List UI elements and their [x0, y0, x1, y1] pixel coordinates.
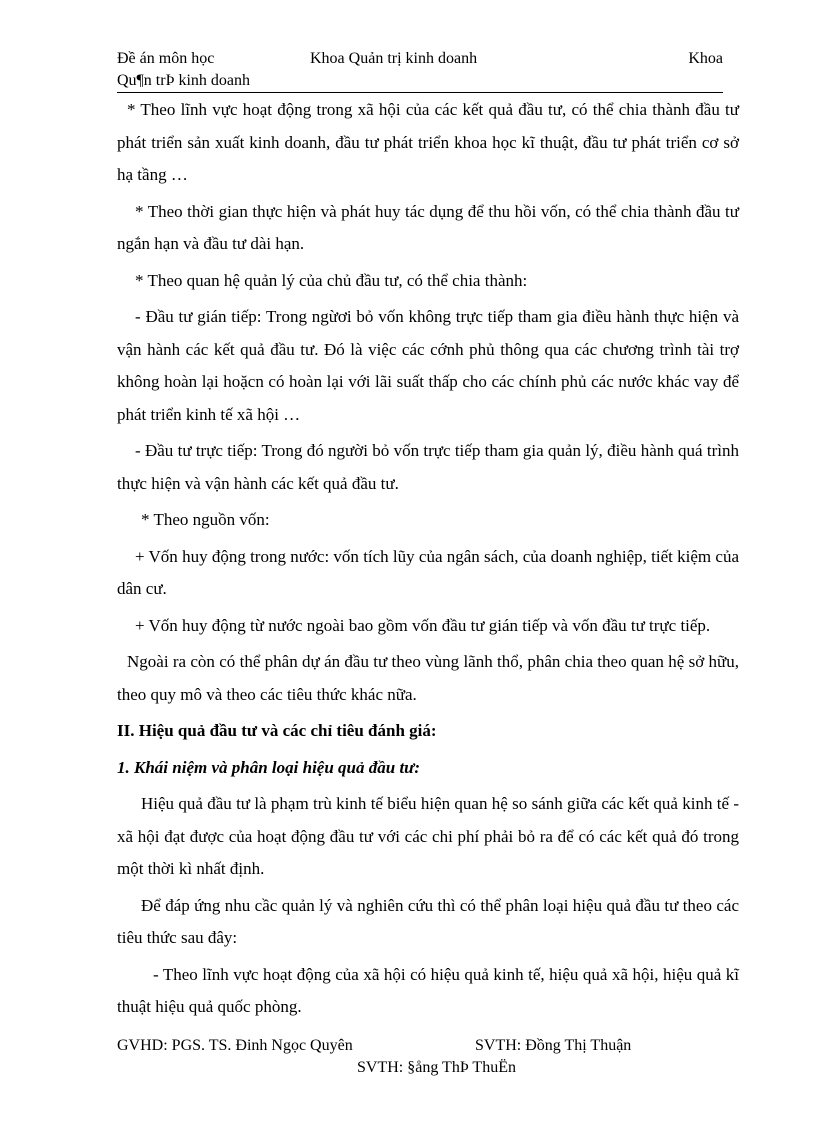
footer-row — [117, 1035, 677, 1057]
paragraph: - Đầu tư trực tiếp: Trong đó người bỏ vốn trực tiếp tham gia quản lý, điều hành quá trình thực hiện và vận hành các kết quả đầu tư. — [117, 441, 739, 493]
paragraph: + Vốn huy động trong nước: vốn tích lũy của ngân sách, của doanh nghiệp, tiết kiệm của dân cư. — [117, 546, 739, 598]
paragraph: * Theo thời gian thực hiện và phát huy tác dụng để thu hồi vốn, có thể chia thành đầu tư ngắn hạn và đầu tư dài hạn. — [117, 201, 739, 253]
header-faculty-label: Khoa Quản trị kinh doanh — [310, 50, 478, 67]
paragraph: * Theo nguồn vốn: — [141, 510, 270, 529]
document-body — [117, 94, 739, 1028]
paragraph: + Vốn huy động từ nước ngoài bao gồm vốn đầu tư gián tiếp và vốn đầu tư trực tiếp. — [135, 615, 711, 635]
header-divider — [117, 92, 723, 93]
page-footer — [117, 1035, 677, 1079]
paragraph: Hiệu quả đầu tư là phạm trù kinh tế biểu hiện quan hệ so sánh giữa các kết quả kinh tế - xã hội đạt được của hoạt động đầu tư với các chi phí phải bỏ ra để có các kết quả đó trong một thời kì nhất định. — [117, 794, 739, 878]
header-course-label: Đề án môn học — [117, 50, 215, 67]
paragraph: * Theo quan hệ quản lý của chủ đầu tư, có thể chia thành: — [135, 270, 528, 290]
paragraph: * Theo lĩnh vực hoạt động trong xã hội của các kết quả đầu tư, có thể chia thành đầu tư phát triển sản xuất kinh doanh, đầu tư phát triển khoa học kĩ thuật, đầu tư phát triển cơ sở hạ tầng … — [117, 100, 739, 184]
paragraph: Để đáp ứng nhu cầc quản lý và nghiên cứu thì có thể phân loại hiệu quả đầu tư theo các tiêu thức sau đây: — [117, 895, 739, 947]
paragraph: - Đầu tư gián tiếp: Trong ngừơi bỏ vốn không trực tiếp tham gia điều hành thực hiện và vận hành các kết quả đầu tư. Đó là việc các cớnh phủ thông qua các chương trình tài trợ không hoàn lại hoặcn có hoàn lại với lãi suất thấp cho các chính phủ các nước khác vay để phát triển kinh tế xã hội … — [117, 307, 739, 424]
page-header — [117, 48, 723, 92]
header-row — [117, 48, 723, 70]
paragraph: - Theo lĩnh vực hoạt động của xã hội có hiệu quả kinh tế, hiệu quả xã hội, hiệu quả kĩ thuật hiệu quả quốc phòng. — [117, 964, 739, 1016]
header-khoa-label: Khoa — [688, 50, 723, 67]
subsection-heading: 1. Khái niệm và phân loại hiệu quả đầu tư: — [117, 757, 421, 777]
footer-advisor: GVHD: PGS. TS. Đinh Ngọc Quyên — [117, 1037, 353, 1054]
footer-student: SVTH: Đồng Thị Thuận — [475, 1037, 632, 1054]
section-heading: II. Hiệu quả đầu tư và các chỉ tiêu đánh giá: — [117, 721, 437, 740]
footer-second-row — [117, 1057, 677, 1079]
footer-student-legacy: SVTH: §ång ThÞ ThuËn — [357, 1059, 516, 1076]
paragraph: Ngoài ra còn có thể phân dự án đầu tư theo vùng lãnh thổ, phân chia theo quan hệ sở hữu, theo quy mô và theo các tiêu thức khác nữa. — [117, 652, 739, 704]
header-second-line: Qu¶n trÞ kinh doanh — [117, 72, 251, 89]
